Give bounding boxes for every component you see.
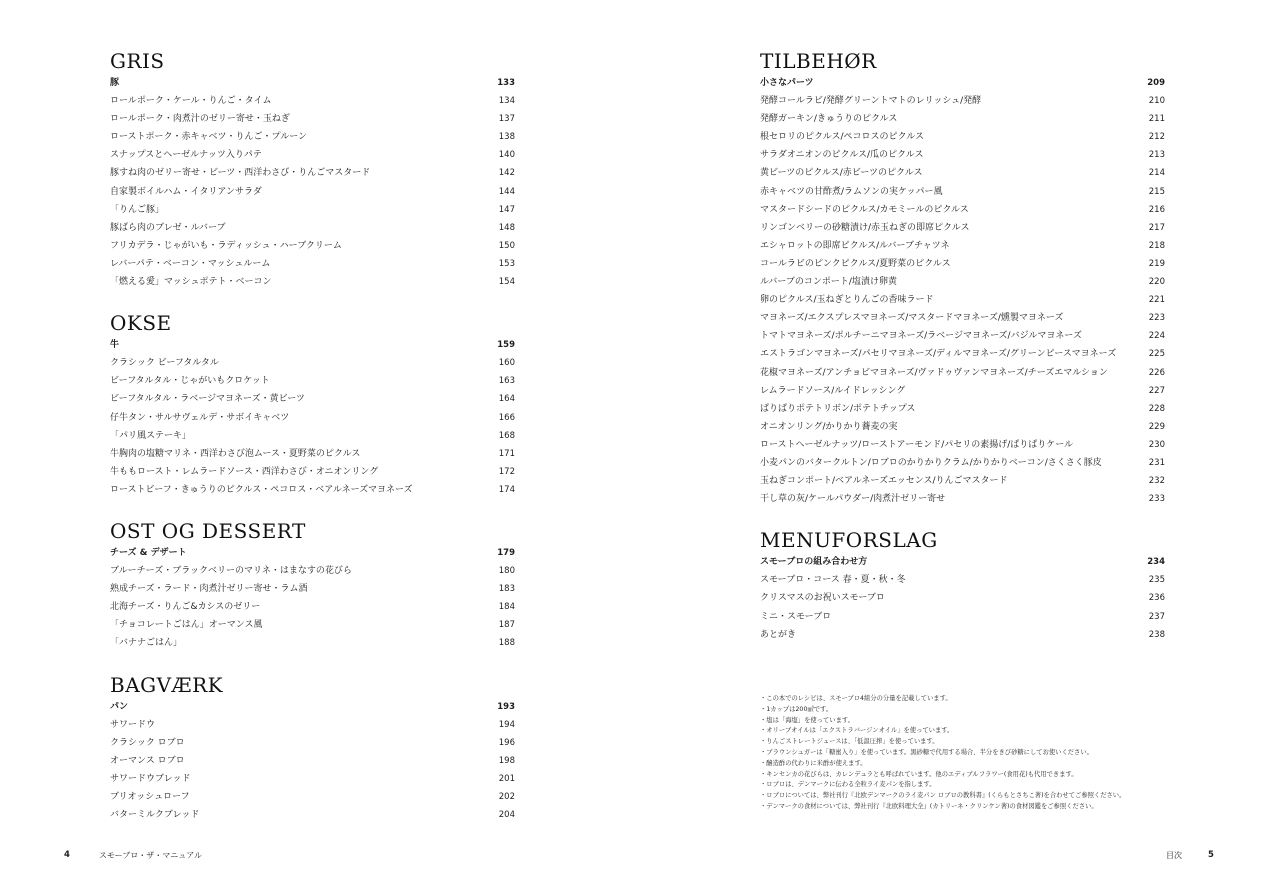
note-line: ・塩は「海塩」を使っています。	[760, 716, 854, 724]
note-line: ・オリーブオイルは「エクストラバージンオイル」を使っています。	[760, 727, 954, 735]
toc-left-column	[110, 48, 515, 843]
toc-section	[110, 518, 515, 653]
toc-entry[interactable]	[760, 454, 1165, 472]
toc-entry-label: ビーフタルタル・じゃがいもクロケット	[110, 376, 270, 387]
toc-entry[interactable]	[110, 716, 515, 734]
toc-entry[interactable]	[760, 436, 1165, 454]
toc-entry[interactable]	[110, 128, 515, 146]
toc-entry[interactable]	[110, 752, 515, 770]
toc-entry-label: 「りんご豚」	[110, 204, 165, 215]
toc-entry[interactable]	[110, 146, 515, 164]
toc-page-number: 180	[498, 566, 515, 577]
toc-entry-label: サワードウブレッド	[110, 773, 191, 784]
toc-page-number: 209	[1147, 78, 1165, 88]
toc-page-number: 226	[1148, 367, 1165, 378]
toc-page-number: 183	[498, 584, 515, 595]
toc-page-number: 221	[1148, 295, 1165, 306]
toc-page-number: 196	[498, 737, 515, 748]
toc-entry-label: 北海チーズ・りんご&カシスのゼリー	[110, 602, 261, 613]
toc-page-number: 210	[1148, 96, 1165, 107]
toc-entry-label: スモーブロ・コース 春・夏・秋・冬	[760, 575, 906, 586]
toc-entry[interactable]	[110, 562, 515, 580]
notes-list	[760, 694, 1180, 813]
toc-entry-label: 黄ビーツのピクルス/赤ビーツのピクルス	[760, 168, 923, 179]
toc-entry-label: ロールポーク・肉煮汁のゼリー寄せ・玉ねぎ	[110, 114, 290, 125]
toc-entry[interactable]	[110, 463, 515, 481]
toc-page-number: 211	[1148, 114, 1165, 125]
toc-page-number: 198	[498, 755, 515, 766]
toc-entry-label: スナップスとヘーゼルナッツ入りパテ	[110, 150, 262, 161]
toc-entry-label: 根セロリのピクルス/ペコロスのピクルス	[760, 132, 924, 143]
toc-entry[interactable]	[110, 806, 515, 824]
toc-entry-label: 赤キャベツの甘酢煮/ラムソンの実ケッパー風	[760, 186, 943, 197]
note-line: ・この本でのレシピは、スモーブロ4組分の分量を記載しています。	[760, 695, 952, 702]
toc-entry[interactable]	[760, 146, 1165, 164]
toc-entry[interactable]	[110, 219, 515, 237]
toc-page-number: 202	[498, 792, 515, 802]
toc-entry[interactable]	[760, 164, 1165, 182]
toc-entry-label: サワードウ	[110, 719, 156, 730]
toc-page-number: 227	[1148, 385, 1165, 396]
toc-page-number: 144	[498, 186, 515, 197]
toc-page-number: 238	[1148, 629, 1165, 640]
toc-entry-label: フリカデラ・じゃがいも・ラディッシュ・ハーブクリーム	[110, 240, 342, 251]
toc-right-column	[760, 48, 1165, 663]
toc-page-number: 204	[498, 810, 515, 821]
toc-page-number: 140	[498, 150, 515, 161]
toc-entry[interactable]	[760, 219, 1165, 237]
toc-entry[interactable]	[760, 608, 1165, 626]
toc-page-number: 215	[1148, 186, 1165, 197]
toc-entry[interactable]	[110, 390, 515, 408]
toc-entry-label: 干し草の灰/ケールパウダー/肉煮汁ゼリー寄せ	[760, 494, 946, 505]
toc-entry-label: レムラードソース/ルイドレッシング	[760, 385, 906, 396]
note-line: ・キンセンカの花びらは、カレンデュラとも呼ばれています。他のエディブルフラワー(食用花)も代用できます。	[760, 770, 1078, 778]
toc-entry-label: 豚すね肉のゼリー寄せ・ビーツ・西洋わさび・りんごマスタード	[110, 168, 371, 179]
toc-entry-label: ルバーブのコンポート/塩漬け卵黄	[760, 277, 897, 288]
toc-section	[760, 48, 1165, 508]
toc-heading-label: 豚	[110, 78, 120, 88]
toc-page-number: 201	[498, 773, 515, 784]
toc-entry[interactable]	[110, 255, 515, 273]
toc-page-number: 174	[498, 484, 515, 495]
toc-page-number: 133	[497, 78, 515, 88]
toc-entry[interactable]	[760, 201, 1165, 219]
toc-page-number: 213	[1148, 150, 1165, 161]
toc-entry-label: トマトマヨネーズ/ポルチーニマヨネーズ/ラベージマヨネーズ/バジルマヨネーズ	[760, 331, 1082, 342]
toc-page-number: 233	[1148, 494, 1165, 505]
toc-page-number: 193	[497, 701, 515, 712]
toc-entry[interactable]	[760, 571, 1165, 589]
toc-section	[760, 527, 1165, 643]
toc-page-number: 217	[1148, 222, 1165, 233]
toc-entry-label: サラダオニオンのピクルス/瓜のピクルス	[760, 150, 924, 161]
toc-entry-label: ミニ・スモーブロ	[760, 611, 832, 622]
toc-page-number: 172	[498, 466, 515, 477]
toc-entry-label: 「パリ風ステーキ」	[110, 430, 191, 441]
toc-entry-label: 自家製ボイルハム・イタリアンサラダ	[110, 186, 262, 197]
right-running-title: 目次	[1166, 851, 1182, 860]
toc-entry-label: 小麦パンのバタークルトン/ロブロのかりかりクラム/かりかりベーコン/さくさく豚皮	[760, 457, 1102, 468]
note-line: ・ロブロは、デンマークに伝わる全粒ライ麦パンを指します。	[760, 781, 936, 789]
toc-entry-label: 「燃える愛」マッシュポテト・ベーコン	[110, 277, 272, 288]
toc-entry[interactable]	[110, 788, 515, 806]
toc-heading-label: 小さなパーツ	[760, 78, 814, 88]
toc-page-number: 166	[498, 412, 515, 423]
toc-page-number: 232	[1148, 476, 1165, 487]
toc-page-number: 184	[498, 602, 515, 613]
toc-entry[interactable]	[110, 409, 515, 427]
toc-entry[interactable]	[110, 616, 515, 634]
toc-entry-label: エストラゴンマヨネーズ/パセリマヨネーズ/ディルマヨネーズ/グリーンピースマヨネーズ	[760, 349, 1117, 360]
toc-entry[interactable]	[760, 255, 1165, 273]
toc-entry-label: ぱりぱりポテトリボン/ポテトチップス	[760, 403, 916, 414]
toc-section-heading-row[interactable]	[760, 553, 1165, 571]
left-page-number: 4	[64, 850, 70, 860]
toc-entry[interactable]	[760, 92, 1165, 110]
toc-entry-label: あとがき	[760, 629, 797, 640]
toc-page-number: 225	[1148, 349, 1165, 360]
section-title: OST OG DESSERT	[110, 518, 306, 543]
toc-entry[interactable]	[110, 634, 515, 652]
toc-entry-label: 仔牛タン・サルサヴェルデ・サボイキャベツ	[110, 412, 290, 423]
toc-entry-label: リンゴンベリーの砂糖漬け/赤玉ねぎの即席ピクルス	[760, 222, 970, 233]
toc-page-number: 228	[1148, 403, 1165, 414]
toc-heading-label: スモーブロの組み合わせ方	[760, 557, 868, 568]
toc-entry[interactable]	[760, 128, 1165, 146]
toc-entry-label: オニオンリング/かりかり蕎麦の実	[760, 421, 898, 432]
toc-section	[110, 310, 515, 499]
toc-entry-label: 玉ねぎコンポート/ベアルネーズエッセンス/りんごマスタード	[760, 476, 1008, 487]
toc-page-number: 216	[1148, 204, 1165, 215]
toc-entry[interactable]	[110, 427, 515, 445]
toc-entry-label: エシャロットの即席ピクルス/ルバーブチャツネ	[760, 240, 950, 251]
toc-heading-label: 牛	[110, 340, 120, 351]
section-title: BAGVÆRK	[110, 672, 224, 697]
note-line: ・ブラウンシュガーは「糖蜜入り」を使っています。黒砂糖で代用する場合、半分をきび砂糖にしてお使いください。	[760, 748, 1093, 756]
toc-entry-label: バターミルクブレッド	[110, 810, 200, 821]
toc-page-number: 229	[1148, 421, 1165, 432]
toc-entry[interactable]	[760, 110, 1165, 128]
toc-page-number: 220	[1148, 277, 1165, 288]
toc-entry[interactable]	[760, 382, 1165, 400]
toc-entry-label: 牛胸肉の塩糖マリネ・西洋わさび泡ムース・夏野菜のピクルス	[110, 448, 361, 459]
toc-entry-label: 花椒マヨネーズ/アンチョビマヨネーズ/ヴァドゥヴァンマヨネーズ/チーズエマルション	[760, 367, 1108, 378]
toc-entry-label: マヨネーズ/エクスプレスマヨネーズ/マスタードマヨネーズ/燻製マヨネーズ	[760, 313, 1064, 324]
toc-entry[interactable]	[760, 490, 1165, 508]
section-title: GRIS	[110, 49, 165, 73]
toc-entry[interactable]	[110, 598, 515, 616]
toc-page-number: 153	[498, 258, 515, 269]
toc-entry[interactable]	[760, 418, 1165, 436]
toc-entry[interactable]	[110, 164, 515, 182]
toc-entry-label: 熟成チーズ・ラード・肉煮汁ゼリー寄せ・ラム酒	[110, 584, 308, 595]
toc-page-number: 218	[1148, 240, 1165, 251]
toc-page-number: 168	[498, 430, 515, 441]
toc-page-number: 234	[1147, 557, 1165, 568]
toc-heading-label: パン	[110, 701, 129, 712]
toc-page-number: 171	[498, 448, 515, 459]
toc-page-number: 236	[1148, 593, 1165, 604]
toc-page-number: 147	[498, 204, 515, 215]
toc-entry-label: コールラビのピンクピクルス/夏野菜のピクルス	[760, 258, 951, 269]
toc-entry-label: ローストポーク・赤キャベツ・りんご・プルーン	[110, 132, 308, 143]
toc-entry-label: 豚ばら肉のブレゼ・ルバーブ	[110, 222, 226, 233]
toc-page-number: 188	[498, 638, 515, 649]
toc-entry-label: ビーフタルタル・ラベージマヨネーズ・黄ビーツ	[110, 394, 305, 405]
toc-entry-label: 発酵ガーキン/きゅうりのピクルス	[760, 114, 898, 125]
toc-section	[110, 672, 515, 825]
toc-entry[interactable]	[760, 327, 1165, 345]
section-title: TILBEHØR	[760, 49, 877, 73]
toc-entry[interactable]	[110, 237, 515, 255]
toc-page-number: 138	[498, 132, 515, 143]
toc-section-heading-row[interactable]	[760, 74, 1165, 92]
toc-entry-label: ブリオッシュローフ	[110, 792, 190, 802]
toc-entry-label: クラシック ビーフタルタル	[110, 358, 219, 369]
toc-entry[interactable]	[110, 580, 515, 598]
toc-entry[interactable]	[760, 291, 1165, 309]
toc-entry-label: 発酵コールラビ/発酵グリーントマトのレリッシュ/発酵	[760, 96, 982, 107]
toc-entry[interactable]	[760, 400, 1165, 418]
toc-entry[interactable]	[760, 273, 1165, 291]
toc-page-number: 230	[1148, 439, 1165, 450]
toc-page-number: 160	[498, 358, 515, 369]
toc-entry[interactable]	[760, 237, 1165, 255]
toc-entry[interactable]	[760, 183, 1165, 201]
section-title: OKSE	[110, 311, 172, 336]
toc-page-number: 231	[1148, 457, 1165, 468]
toc-section	[110, 48, 515, 291]
toc-page-number: 187	[498, 620, 515, 631]
toc-page-number: 163	[498, 376, 515, 387]
toc-entry[interactable]	[110, 273, 515, 291]
toc-page-number: 179	[497, 547, 515, 558]
toc-page-number: 219	[1148, 258, 1165, 269]
toc-entry-label: ロールポーク・ケール・りんご・タイム	[110, 96, 272, 107]
toc-page-number: 159	[497, 340, 515, 351]
toc-entry-label: ローストヘーゼルナッツ/ローストアーモンド/パセリの素揚げ/ぱりぱりケール	[760, 439, 1074, 450]
toc-entry-label: マスタードシードのピクルス/カモミールのピクルス	[760, 204, 969, 215]
toc-heading-label: チーズ & デザート	[110, 547, 187, 558]
toc-entry[interactable]	[110, 92, 515, 110]
toc-entry[interactable]	[110, 201, 515, 219]
toc-page-number: 224	[1148, 331, 1165, 342]
toc-entry[interactable]	[760, 472, 1165, 490]
note-line: ・ロブロについては、弊社刊行『北欧デンマークのライ麦パン ロブロの教科書』(くらもとさちこ著)を合わせてご参照ください。	[760, 792, 1126, 800]
toc-entry[interactable]	[110, 770, 515, 788]
toc-page-number: 142	[498, 168, 515, 179]
toc-entry-label: レバーパテ・ベーコン・マッシュルーム	[110, 258, 271, 269]
toc-page-number: 134	[498, 96, 515, 107]
toc-page-number: 212	[1148, 132, 1165, 143]
toc-section-heading-row[interactable]	[110, 74, 515, 92]
toc-entry[interactable]	[760, 626, 1165, 644]
toc-section-heading-row[interactable]	[110, 336, 515, 354]
toc-entry-label: オーマンス ロブロ	[110, 755, 185, 766]
right-page-number: 5	[1208, 850, 1214, 860]
toc-entry-label: ローストビーフ・きゅうりのピクルス・ペコロス・ベアルネーズマヨネーズ	[110, 484, 413, 495]
toc-page-number: 164	[498, 394, 515, 405]
note-line: ・デンマークの食材については、弊社刊行『北欧料理大全』(カトリーネ・クリンケン著)の食材図鑑をご参照ください。	[760, 802, 1098, 810]
toc-page-number: 154	[498, 277, 515, 288]
toc-entry-label: クリスマスのお祝いスモーブロ	[760, 593, 885, 604]
note-line: ・醸造酢の代わりに米酢が使えます。	[760, 759, 867, 767]
toc-entry[interactable]	[760, 589, 1165, 607]
toc-entry[interactable]	[110, 445, 515, 463]
toc-entry-label: ブルーチーズ・ブラックベリーのマリネ・はまなすの花びら	[110, 566, 352, 577]
toc-entry-label: 「バナナごはん」	[110, 638, 183, 649]
note-line: ・りんごストレートジュースは、「低温圧搾」を使っています。	[760, 738, 939, 746]
toc-page-number: 235	[1148, 575, 1165, 586]
toc-entry[interactable]	[110, 481, 515, 499]
toc-page-number: 148	[498, 222, 515, 233]
toc-entry[interactable]	[110, 734, 515, 752]
toc-entry-label: クラシック ロブロ	[110, 737, 185, 748]
toc-entry[interactable]	[110, 110, 515, 128]
toc-page-number: 137	[498, 114, 515, 125]
toc-section-heading-row[interactable]	[110, 544, 515, 562]
toc-page-number: 223	[1148, 313, 1165, 324]
left-running-title: スモーブロ・ザ・マニュアル	[99, 851, 202, 860]
toc-page-number: 237	[1148, 611, 1165, 622]
toc-entry[interactable]	[110, 372, 515, 390]
toc-page-number: 214	[1148, 168, 1165, 179]
toc-entry[interactable]	[760, 364, 1165, 382]
toc-entry[interactable]	[760, 345, 1165, 363]
note-line: ・1カップは200㎖です。	[760, 705, 833, 713]
toc-page-number: 150	[498, 240, 515, 251]
toc-entry[interactable]	[760, 309, 1165, 327]
toc-entry-label: 牛ももロースト・レムラードソース・西洋わさび・オニオンリング	[110, 466, 379, 477]
toc-section-heading-row[interactable]	[110, 698, 515, 716]
section-title: MENUFORSLAG	[760, 528, 938, 553]
toc-entry-label: 卵のピクルス/玉ねぎとりんごの香味ラード	[760, 295, 934, 306]
toc-entry[interactable]	[110, 183, 515, 201]
toc-entry[interactable]	[110, 354, 515, 372]
toc-page-number: 194	[498, 719, 515, 730]
toc-entry-label: 「チョコレートごはん」オーマンス風	[110, 620, 263, 631]
